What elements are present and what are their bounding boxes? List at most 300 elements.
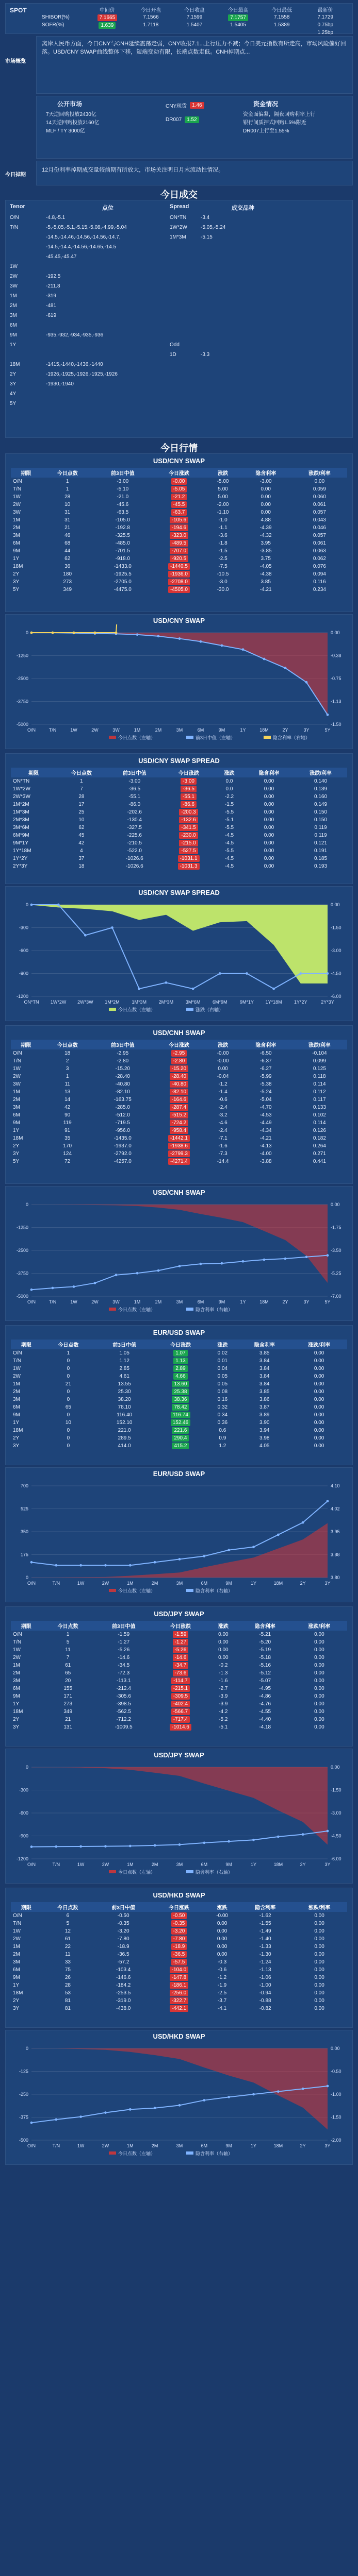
market-table-cell: 33: [64, 1959, 71, 1965]
market-table-cell: 0.00: [314, 1678, 324, 1684]
series-point: [104, 1845, 107, 1848]
market-table-cell: -212.4: [116, 1686, 131, 1691]
y2-tick-label: -4.50: [331, 1833, 341, 1839]
chart-svg: [6, 896, 353, 1015]
market-table-cell: -3.88: [259, 1159, 272, 1164]
y2-tick-label: -1.13: [331, 699, 341, 704]
market-table-cell: [153, 1935, 205, 1943]
market-table-cell: [154, 1427, 207, 1434]
y2-tick-label: 0.00: [331, 630, 340, 635]
deal-header: Spread: [170, 204, 189, 210]
market-table-cell: 13.55: [118, 1381, 131, 1387]
market-table-cell: -7.80: [117, 1936, 129, 1942]
market-table-cell: 3.94: [259, 1428, 270, 1433]
market-table-cell: 6M: [13, 1112, 20, 1118]
series-point: [94, 632, 96, 634]
y2-tick-label: 0.00: [331, 1202, 340, 1207]
series-point: [178, 1843, 181, 1846]
series-point: [246, 972, 248, 975]
market-table-cell: -6.27: [259, 1066, 272, 1072]
market-table-cell: -2705.0: [113, 579, 132, 585]
spot-header: 中间价: [99, 8, 115, 13]
market-table-cell: [153, 2005, 205, 2012]
market-table-cell: 0.00: [314, 1952, 324, 1957]
market-table-row: [11, 816, 347, 824]
y-tick-label: -125: [19, 2069, 28, 2074]
open-market-title: 公开市场: [57, 100, 83, 108]
market-table-cell: -398.5: [116, 1701, 131, 1707]
market-table-cell: 1W: [13, 494, 21, 500]
market-table-cell: 0.00: [218, 1639, 229, 1645]
market-table-title: USD/CNY SWAP: [153, 457, 205, 465]
deal-row: [10, 350, 348, 360]
x-tick-label: 1M: [127, 1862, 134, 1867]
market-table-cell: -1433.0: [113, 564, 132, 569]
y-tick-label: -5000: [16, 1294, 28, 1299]
market-table-cell: -192.8: [115, 525, 130, 531]
market-table-row: [11, 1434, 347, 1442]
y2-tick-label: -1.75: [331, 1225, 341, 1230]
market-table-cell: [153, 1974, 205, 1981]
market-table-row: [11, 1419, 347, 1427]
y2-tick-label: 3.95: [331, 1529, 340, 1534]
spot-cell: [129, 22, 173, 29]
market-table-row: [11, 1958, 347, 1966]
market-table-row: [11, 847, 347, 855]
market-table-header: 今日涨跌: [152, 1040, 206, 1049]
market-table-cell: [162, 777, 215, 785]
market-table-cell: [154, 1419, 207, 1427]
market-table-cell: [153, 1966, 205, 1974]
y2-tick-label: -6.00: [331, 994, 341, 999]
change-badge: -18.9: [171, 1943, 187, 1950]
deal-row: [10, 389, 348, 399]
market-table-cell: 5: [66, 1639, 70, 1645]
market-table-cell: -1937.0: [113, 1143, 132, 1149]
chart-panel: [5, 1186, 353, 1321]
x-tick-label: 1Y: [250, 1581, 257, 1586]
market-table-cell: 65: [65, 1670, 71, 1676]
market-table-cell: -4.38: [259, 571, 272, 577]
change-badge: -104.0: [170, 1967, 188, 1973]
market-table-cell: -1.06: [259, 1975, 271, 1980]
market-table-cell: [153, 1989, 205, 1997]
series-point: [154, 2107, 156, 2109]
x-tick-label: 3M: [176, 1862, 183, 1867]
market-table-cell: -5.18: [259, 1655, 271, 1660]
deal-spread-value: [201, 262, 263, 272]
market-table-cell: -2.5: [218, 556, 227, 562]
market-table-cell: 2W: [13, 1374, 21, 1379]
deal-points: -211.8: [46, 283, 60, 289]
y2-tick-label: -0.38: [331, 653, 341, 658]
market-table-cell: 0.112: [313, 1089, 326, 1095]
chart-title: USD/CNH SWAP: [153, 1189, 205, 1196]
market-table-cell: 0.00: [261, 486, 271, 492]
change-badge: -2799.3: [168, 1150, 190, 1157]
market-table-cell: -30.0: [217, 587, 229, 592]
market-table-cell: [153, 1927, 205, 1935]
series-point: [327, 1254, 329, 1257]
market-table-cell: 5: [66, 1921, 70, 1926]
market-table-cell: -5.1: [219, 1724, 228, 1730]
market-table-cell: [154, 1396, 207, 1403]
market-table-header: 今日涨跌: [162, 768, 215, 777]
market-table-cell: 0.046: [313, 525, 326, 531]
y2-tick-label: 4.10: [331, 1483, 340, 1488]
market-table-cell: 0.32: [217, 1404, 228, 1410]
x-tick-label: 2Y: [300, 1581, 306, 1586]
chart-panel: [5, 1467, 353, 1602]
x-tick-label: 6M: [201, 1862, 208, 1867]
market-table-cell: 116.40: [117, 1412, 133, 1418]
series-line: [31, 624, 328, 633]
market-table-cell: -146.6: [116, 1975, 131, 1980]
chart-panel: [5, 2030, 353, 2165]
market-table-row: [11, 1104, 347, 1111]
x-tick-label: 3M*6M: [185, 999, 201, 1005]
market-table-cell: -325.5: [115, 533, 130, 538]
market-table-cell: [153, 1685, 208, 1692]
market-table: [11, 768, 347, 870]
market-table-cell: 1.2: [219, 1443, 226, 1449]
market-table-cell: 0.0: [225, 778, 233, 784]
market-table-cell: 2Y: [13, 571, 20, 577]
market-table-cell: -0.82: [259, 2006, 271, 2011]
market-table-cell: 3.98: [259, 1435, 270, 1441]
market-table-cell: -3.00: [259, 479, 272, 484]
market-table-cell: -2.2: [224, 794, 234, 800]
deal-spread: [170, 291, 201, 301]
deal-spread-value: [201, 252, 263, 262]
market-table-cell: 3Y: [13, 1151, 20, 1157]
market-table-header: 前3日中值: [93, 468, 152, 478]
market-table-cell: 3W: [13, 1081, 21, 1087]
market-table-header: 隐含利率: [244, 768, 294, 777]
deal-row: [10, 320, 348, 330]
summary-label: 市场概览: [5, 59, 26, 64]
legend-label: 涨跌（右轴）: [196, 1007, 224, 1012]
deal-row: [10, 232, 348, 242]
spot-value: 0.75bp: [317, 22, 334, 28]
legend-swatch: [186, 1589, 193, 1592]
market-table-cell: -1.6: [219, 1678, 228, 1684]
market-table-cell: -5.16: [259, 1663, 271, 1668]
change-badge: -958.4: [170, 1127, 188, 1134]
spot-cell: [129, 14, 173, 21]
y2-tick-label: -3.00: [331, 948, 341, 953]
x-tick-label: 9M: [218, 1299, 225, 1304]
deal-points: -192.5: [46, 274, 61, 279]
market-table-cell: -82.10: [115, 1089, 130, 1095]
market-table-cell: -3.2: [218, 1112, 227, 1118]
market-table-cell: 18: [78, 863, 85, 869]
deal-points: [46, 340, 170, 350]
x-tick-label: T/N: [52, 1862, 60, 1867]
change-badge: -36.5: [171, 1951, 187, 1958]
market-table-row: [11, 1111, 347, 1119]
change-badge: 78.42: [172, 1404, 189, 1411]
market-table-cell: 221.0: [118, 1428, 131, 1433]
market-table-cell: -327.5: [127, 825, 142, 831]
market-table-cell: -0.2: [219, 1663, 228, 1668]
market-table-cell: [152, 570, 206, 578]
market-table-cell: 0.00: [314, 479, 325, 484]
deal-spread-value: [201, 291, 263, 301]
spot-value: 1.25bp: [317, 30, 334, 36]
market-table-cell: -2.4: [218, 1105, 227, 1110]
deal-spread: [170, 281, 201, 291]
market-table-row: [11, 1989, 347, 1997]
market-table-cell: 0.05: [217, 1374, 228, 1379]
market-table-cell: 0.00: [314, 1443, 324, 1449]
series-point: [52, 1287, 54, 1290]
market-table-cell: [152, 516, 206, 524]
change-badge: -707.0: [170, 548, 188, 554]
market-table-row: [11, 1943, 347, 1951]
x-tick-label: 18M: [259, 727, 269, 733]
market-table-cell: -4475.0: [113, 587, 132, 592]
market-table-cell: -1.49: [259, 1928, 271, 1934]
market-table-cell: 3M: [13, 1678, 20, 1684]
deal-header: Tenor: [10, 204, 25, 210]
market-table-cell: 61: [65, 1663, 71, 1668]
deal-kind: [263, 379, 324, 389]
market-table-cell: [154, 1380, 207, 1388]
market-table-cell: 2Y: [13, 1717, 20, 1722]
funding-line: 资金面偏紧，隔夜回购利率上行: [243, 112, 315, 117]
x-tick-label: 3Y: [324, 2143, 331, 2148]
y-tick-label: -600: [19, 948, 28, 953]
change-badge: -63.7: [171, 509, 187, 516]
change-badge: -105.6: [170, 517, 188, 523]
x-tick-label: O/N: [27, 1862, 36, 1867]
market-table-panel: [5, 453, 353, 612]
x-tick-label: 3Y: [303, 727, 310, 733]
deal-row: [10, 291, 348, 301]
deal-kind: [263, 281, 324, 291]
market-table-row: [11, 586, 347, 594]
spot-cell: [303, 14, 347, 21]
market-table-cell: 31: [64, 510, 71, 515]
market-table-row: [11, 1388, 347, 1396]
market-table-cell: 36: [64, 564, 71, 569]
market-table-row: [11, 1692, 347, 1700]
market-table-row: [11, 1935, 347, 1943]
market-table-row: [11, 1927, 347, 1935]
market-table-cell: 0.121: [314, 840, 328, 846]
market-table-cell: 5.00: [218, 494, 228, 500]
market-table-cell: -6.37: [259, 1058, 272, 1064]
market-table-title: USD/JPY SWAP: [154, 1610, 204, 1618]
spot-value: 1.639: [99, 22, 116, 29]
market-table-cell: 1M: [13, 1663, 20, 1668]
legend-label: 前3日中值（左轴）: [196, 735, 236, 740]
deal-kind: [263, 340, 324, 350]
market-table-cell: -5.12: [259, 1670, 271, 1676]
market-table-cell: 9M: [13, 1975, 20, 1980]
spot-row-label: SOFR(%): [42, 22, 64, 28]
market-table-header-row: [11, 468, 347, 478]
change-badge: -2.95: [171, 1050, 187, 1057]
market-table-cell: 0.00: [217, 1952, 227, 1957]
market-table-cell: 0.00: [314, 1366, 324, 1371]
x-tick-label: 1Y*2Y: [294, 999, 307, 1005]
market-table-row: [11, 1974, 347, 1981]
deal-kind: [263, 252, 324, 262]
deal-kind: [263, 369, 324, 379]
market-table-cell: -10.5: [217, 571, 229, 577]
market-table-cell: 0: [67, 1358, 70, 1364]
market-table-cell: 0.00: [314, 1647, 324, 1653]
market-table-cell: 0.04: [217, 1366, 228, 1371]
spot-cell: [260, 14, 304, 21]
market-table-cell: 1W: [13, 1066, 21, 1072]
market-table-cell: -21.0: [117, 494, 129, 500]
spot-header: 最新价: [317, 8, 333, 13]
deal-row: [10, 330, 348, 340]
market-table-cell: 0.00: [264, 794, 274, 800]
deal-tenor: 18M: [10, 362, 20, 367]
deal-tenor: 1M: [10, 293, 17, 299]
change-badge: -14.6: [173, 1654, 189, 1661]
spot-cell: [303, 30, 347, 36]
market-table-cell: 31: [64, 517, 71, 523]
market-table-cell: [152, 493, 206, 501]
market-table-cell: [153, 1700, 208, 1708]
market-table-header: 今日点数: [41, 468, 93, 478]
market-table-cell: 0.00: [314, 1412, 324, 1418]
y-tick-label: -250: [19, 2092, 28, 2097]
x-tick-label: T/N: [52, 2143, 60, 2148]
spot-cell: [86, 30, 129, 36]
y-tick-label: 0: [25, 1765, 28, 1770]
market-table-cell: [152, 1088, 206, 1096]
x-tick-label: 1Y: [240, 727, 246, 733]
market-table-header: 涨跌/利率: [291, 1621, 347, 1631]
change-badge: -0.35: [171, 1920, 187, 1927]
market-table-cell: 10: [78, 817, 85, 823]
market-table-cell: 4.88: [261, 517, 271, 523]
deal-tenor: 1W: [10, 264, 18, 269]
market-table-cell: 414.0: [118, 1443, 131, 1449]
y2-tick-label: 0.00: [331, 1765, 340, 1770]
market-table-cell: [153, 1669, 208, 1677]
deal-points: -14.5,-14.46,-14.56,-14.56,-14.7,: [46, 234, 121, 240]
deal-points: [46, 399, 170, 409]
market-table-cell: 7: [80, 786, 83, 792]
market-table-cell: 2Y: [13, 1998, 20, 2004]
series-point: [327, 972, 329, 975]
x-tick-label: T/N: [48, 727, 57, 733]
market-table-cell: -253.5: [116, 1990, 131, 1996]
deal-points: -935,-932,-934,-935,-936: [46, 332, 104, 338]
market-table-header: 今日涨跌: [152, 468, 206, 478]
market-table-cell: 0.185: [314, 856, 328, 861]
y2-tick-label: -0.50: [331, 2069, 341, 2074]
market-table-cell: -1.3: [219, 1670, 228, 1676]
market-table-cell: 0.114: [313, 1081, 326, 1087]
market-table-cell: 3.84: [259, 1381, 270, 1387]
deal-kind: [263, 360, 324, 369]
deal-spread: [170, 389, 201, 399]
change-badge: -724.2: [170, 1120, 188, 1126]
market-table-cell: -5.24: [259, 1089, 272, 1095]
market-table-title: USD/HKD SWAP: [153, 1891, 205, 1899]
market-table-cell: 20: [65, 1678, 71, 1684]
market-table-header: 隐含利率: [240, 1040, 292, 1049]
legend-swatch: [109, 1008, 116, 1011]
market-table-cell: -5.5: [224, 825, 234, 831]
market-table-cell: 2W: [13, 1936, 21, 1942]
market-table-cell: -63.5: [117, 510, 129, 515]
market-table-cell: [152, 524, 206, 532]
market-table-cell: [152, 539, 206, 547]
market-table-cell: 0.00: [218, 1655, 229, 1660]
deal-spread-value: [201, 379, 263, 389]
market-table-cell: 0.00: [264, 833, 274, 838]
series-point: [30, 904, 33, 906]
x-tick-label: 6M*9M: [213, 999, 227, 1005]
market-table-cell: -5.2: [219, 1717, 228, 1722]
legend-label: 今日点数（左轴）: [118, 1870, 156, 1875]
change-badge: 221.6: [172, 1427, 189, 1434]
change-badge: -1.27: [173, 1639, 189, 1646]
spot-cell: [216, 30, 260, 36]
market-table-cell: [154, 1365, 207, 1372]
market-table-cell: 1M: [13, 1381, 20, 1387]
deal-spread-value: -5.15: [201, 234, 213, 240]
change-badge: -3.00: [181, 778, 197, 785]
market-table-cell: -5.10: [117, 486, 129, 492]
market-table-row: [11, 1997, 347, 2005]
market-table-cell: 0.00: [314, 1670, 324, 1676]
legend-label: 隐含利率（右轴）: [196, 1588, 233, 1594]
deal-panel: [5, 200, 353, 438]
deal-tenor: O/N: [10, 215, 19, 221]
y-tick-label: -3750: [16, 1270, 28, 1276]
market-table-cell: 3Y: [13, 1443, 20, 1449]
market-table-cell: 0.160: [314, 794, 328, 800]
dr007-label: DR007: [166, 117, 182, 123]
market-table-cell: 0.00: [314, 1709, 324, 1715]
market-table-cell: 4.61: [119, 1374, 129, 1379]
market-table-cell: 0.00: [264, 802, 274, 807]
market-table-cell: 25.30: [118, 1389, 131, 1395]
legend-label: 今日点数（左轴）: [118, 2151, 156, 2156]
market-table-cell: 0.00: [314, 1686, 324, 1691]
market-table-cell: T/N: [13, 486, 22, 492]
market-table-cell: [152, 1127, 206, 1134]
x-tick-label: 1Y: [250, 2143, 257, 2148]
market-table-cell: [152, 1134, 206, 1142]
market-table-cell: -7.5: [218, 564, 227, 569]
y-tick-label: 0: [25, 1202, 28, 1207]
x-tick-label: 3M: [176, 727, 183, 733]
market-table-row: [11, 1057, 347, 1065]
x-tick-label: 1M: [127, 2143, 134, 2148]
market-table-cell: [153, 1958, 205, 1966]
market-table-cell: -3.7: [217, 1998, 227, 2004]
market-table-cell: -72.3: [118, 1670, 130, 1676]
market-table-header-row: [11, 1902, 347, 1912]
deal-spread: [170, 252, 201, 262]
market-table-cell: -0.00: [217, 1050, 229, 1056]
market-table-row: [11, 493, 347, 501]
market-table-cell: 0.00: [314, 1693, 324, 1699]
market-table: [11, 1621, 347, 1731]
series-point: [327, 714, 329, 716]
